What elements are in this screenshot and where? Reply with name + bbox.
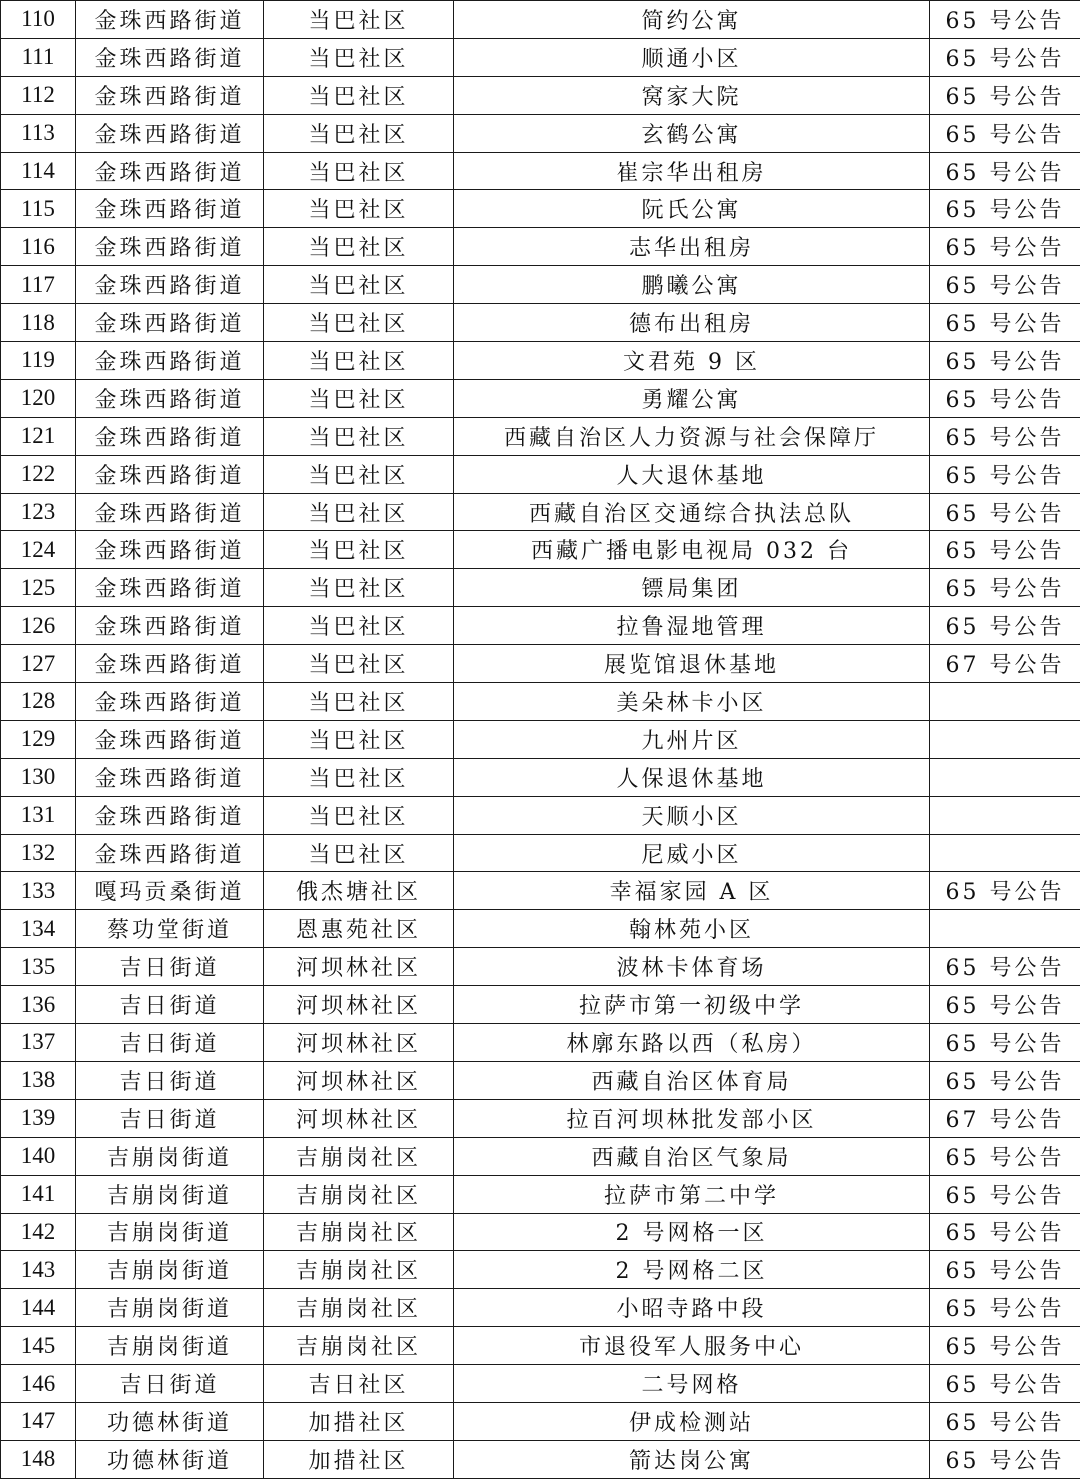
community-cell: 河坝林社区 — [264, 948, 454, 986]
notice-cell: 67 号公告 — [930, 1099, 1080, 1137]
row-number-cell: 134 — [1, 910, 76, 948]
row-number-cell: 128 — [1, 683, 76, 721]
place-cell: 志华出租房 — [454, 228, 930, 266]
notice-cell: 65 号公告 — [930, 1, 1080, 39]
row-number-cell: 141 — [1, 1175, 76, 1213]
place-cell: 玄鹤公寓 — [454, 114, 930, 152]
street-cell: 吉崩岗街道 — [76, 1327, 264, 1365]
street-cell: 吉崩岗街道 — [76, 1289, 264, 1327]
table-row — [1, 1251, 1080, 1289]
table-row — [1, 1024, 1080, 1062]
place-cell: 勇耀公寓 — [454, 379, 930, 417]
notice-cell — [930, 910, 1080, 948]
street-cell: 吉日街道 — [76, 1099, 264, 1137]
place-cell: 镖局集团 — [454, 569, 930, 607]
notice-cell: 65 号公告 — [930, 342, 1080, 380]
table-row — [1, 1061, 1080, 1099]
street-cell: 金珠西路街道 — [76, 493, 264, 531]
street-cell: 功德林街道 — [76, 1440, 264, 1478]
community-cell: 吉崩岗社区 — [264, 1213, 454, 1251]
community-cell: 当巴社区 — [264, 569, 454, 607]
street-cell: 金珠西路街道 — [76, 1, 264, 39]
place-cell: 西藏自治区人力资源与社会保障厅 — [454, 417, 930, 455]
notice-cell: 65 号公告 — [930, 1365, 1080, 1403]
community-cell: 河坝林社区 — [264, 1099, 454, 1137]
place-cell: 林廓东路以西（私房） — [454, 1024, 930, 1062]
notice-cell — [930, 683, 1080, 721]
place-cell: 西藏广播电影电视局 032 台 — [454, 531, 930, 569]
notice-cell — [930, 720, 1080, 758]
place-cell: 崔宗华出租房 — [454, 152, 930, 190]
table-row — [1, 910, 1080, 948]
street-cell: 吉日街道 — [76, 986, 264, 1024]
place-cell: 拉萨市第一初级中学 — [454, 986, 930, 1024]
table-row — [1, 683, 1080, 721]
notice-cell: 65 号公告 — [930, 1175, 1080, 1213]
place-cell: 西藏自治区气象局 — [454, 1137, 930, 1175]
place-cell: 幸福家园 A 区 — [454, 872, 930, 910]
row-number-cell: 122 — [1, 455, 76, 493]
community-cell: 吉崩岗社区 — [264, 1137, 454, 1175]
place-cell: 2 号网格二区 — [454, 1251, 930, 1289]
row-number-cell: 118 — [1, 304, 76, 342]
row-number-cell: 142 — [1, 1213, 76, 1251]
notice-cell: 65 号公告 — [930, 228, 1080, 266]
street-cell: 金珠西路街道 — [76, 720, 264, 758]
place-cell: 人保退休基地 — [454, 758, 930, 796]
street-cell: 金珠西路街道 — [76, 417, 264, 455]
community-cell: 当巴社区 — [264, 417, 454, 455]
notice-cell: 65 号公告 — [930, 266, 1080, 304]
street-cell: 金珠西路街道 — [76, 455, 264, 493]
table-row — [1, 1289, 1080, 1327]
place-cell: 简约公寓 — [454, 1, 930, 39]
place-cell: 西藏自治区交通综合执法总队 — [454, 493, 930, 531]
place-cell: 伊成检测站 — [454, 1402, 930, 1440]
street-cell: 吉日街道 — [76, 1365, 264, 1403]
notice-cell: 65 号公告 — [930, 1213, 1080, 1251]
community-cell: 当巴社区 — [264, 455, 454, 493]
street-cell: 吉日街道 — [76, 948, 264, 986]
notice-cell — [930, 758, 1080, 796]
table-row — [1, 1440, 1080, 1478]
street-cell: 金珠西路街道 — [76, 758, 264, 796]
community-cell: 当巴社区 — [264, 683, 454, 721]
row-number-cell: 119 — [1, 342, 76, 380]
community-cell: 加措社区 — [264, 1402, 454, 1440]
table-row — [1, 1365, 1080, 1403]
table-row — [1, 228, 1080, 266]
street-cell: 金珠西路街道 — [76, 531, 264, 569]
row-number-cell: 121 — [1, 417, 76, 455]
table-row — [1, 872, 1080, 910]
community-cell: 当巴社区 — [264, 342, 454, 380]
place-cell: 拉鲁湿地管理 — [454, 607, 930, 645]
street-cell: 金珠西路街道 — [76, 76, 264, 114]
row-number-cell: 129 — [1, 720, 76, 758]
community-cell: 恩惠苑社区 — [264, 910, 454, 948]
street-cell: 吉崩岗街道 — [76, 1213, 264, 1251]
community-cell: 当巴社区 — [264, 834, 454, 872]
notice-cell: 65 号公告 — [930, 417, 1080, 455]
row-number-cell: 115 — [1, 190, 76, 228]
street-cell: 金珠西路街道 — [76, 114, 264, 152]
table-row — [1, 76, 1080, 114]
community-cell: 当巴社区 — [264, 228, 454, 266]
table-row — [1, 38, 1080, 76]
table-row — [1, 569, 1080, 607]
place-cell: 顺通小区 — [454, 38, 930, 76]
community-cell: 吉崩岗社区 — [264, 1251, 454, 1289]
notice-cell: 65 号公告 — [930, 948, 1080, 986]
row-number-cell: 135 — [1, 948, 76, 986]
community-cell: 加措社区 — [264, 1440, 454, 1478]
street-cell: 金珠西路街道 — [76, 645, 264, 683]
row-number-cell: 148 — [1, 1440, 76, 1478]
row-number-cell: 114 — [1, 152, 76, 190]
place-cell: 人大退休基地 — [454, 455, 930, 493]
row-number-cell: 138 — [1, 1061, 76, 1099]
notice-cell: 65 号公告 — [930, 1327, 1080, 1365]
place-cell: 市退役军人服务中心 — [454, 1327, 930, 1365]
community-cell: 吉崩岗社区 — [264, 1327, 454, 1365]
notice-cell — [930, 796, 1080, 834]
row-number-cell: 110 — [1, 1, 76, 39]
notice-cell: 65 号公告 — [930, 986, 1080, 1024]
street-cell: 嘎玛贡桑街道 — [76, 872, 264, 910]
street-cell: 金珠西路街道 — [76, 834, 264, 872]
row-number-cell: 145 — [1, 1327, 76, 1365]
row-number-cell: 120 — [1, 379, 76, 417]
notice-cell — [930, 834, 1080, 872]
community-cell: 当巴社区 — [264, 645, 454, 683]
place-cell: 天顺小区 — [454, 796, 930, 834]
community-cell: 当巴社区 — [264, 758, 454, 796]
community-cell: 河坝林社区 — [264, 986, 454, 1024]
row-number-cell: 125 — [1, 569, 76, 607]
row-number-cell: 133 — [1, 872, 76, 910]
row-number-cell: 143 — [1, 1251, 76, 1289]
street-cell: 金珠西路街道 — [76, 342, 264, 380]
place-cell: 展览馆退休基地 — [454, 645, 930, 683]
table-row — [1, 607, 1080, 645]
notice-cell: 65 号公告 — [930, 152, 1080, 190]
row-number-cell: 111 — [1, 38, 76, 76]
notice-cell: 65 号公告 — [930, 1251, 1080, 1289]
table-row — [1, 986, 1080, 1024]
row-number-cell: 139 — [1, 1099, 76, 1137]
place-cell: 拉萨市第二中学 — [454, 1175, 930, 1213]
table-row — [1, 720, 1080, 758]
place-cell: 窝家大院 — [454, 76, 930, 114]
place-cell: 拉百河坝林批发部小区 — [454, 1099, 930, 1137]
table-row — [1, 266, 1080, 304]
community-cell: 吉崩岗社区 — [264, 1289, 454, 1327]
place-cell: 2 号网格一区 — [454, 1213, 930, 1251]
community-cell: 当巴社区 — [264, 796, 454, 834]
street-cell: 吉崩岗街道 — [76, 1175, 264, 1213]
notice-cell: 65 号公告 — [930, 76, 1080, 114]
place-cell: 阮氏公寓 — [454, 190, 930, 228]
street-cell: 金珠西路街道 — [76, 569, 264, 607]
table-row — [1, 342, 1080, 380]
street-cell: 吉崩岗街道 — [76, 1251, 264, 1289]
notice-cell: 65 号公告 — [930, 190, 1080, 228]
community-cell: 当巴社区 — [264, 304, 454, 342]
table-row — [1, 190, 1080, 228]
table-row — [1, 379, 1080, 417]
place-cell: 九州片区 — [454, 720, 930, 758]
table-row — [1, 1402, 1080, 1440]
place-cell: 箭达岗公寓 — [454, 1440, 930, 1478]
notice-cell: 65 号公告 — [930, 569, 1080, 607]
table-row — [1, 1099, 1080, 1137]
community-cell: 当巴社区 — [264, 1, 454, 39]
community-cell: 当巴社区 — [264, 152, 454, 190]
community-cell: 当巴社区 — [264, 720, 454, 758]
table-row — [1, 948, 1080, 986]
street-cell: 吉日街道 — [76, 1024, 264, 1062]
row-number-cell: 132 — [1, 834, 76, 872]
table-row — [1, 758, 1080, 796]
table-row — [1, 1, 1080, 39]
row-number-cell: 140 — [1, 1137, 76, 1175]
notice-cell: 65 号公告 — [930, 1289, 1080, 1327]
row-number-cell: 117 — [1, 266, 76, 304]
place-cell: 翰林苑小区 — [454, 910, 930, 948]
table-row — [1, 114, 1080, 152]
notice-cell: 65 号公告 — [930, 304, 1080, 342]
notice-cell: 65 号公告 — [930, 1024, 1080, 1062]
place-cell: 小昭寺路中段 — [454, 1289, 930, 1327]
place-cell: 文君苑 9 区 — [454, 342, 930, 380]
notice-cell: 65 号公告 — [930, 531, 1080, 569]
table-row — [1, 1137, 1080, 1175]
table-row — [1, 834, 1080, 872]
table-row — [1, 1175, 1080, 1213]
street-cell: 蔡功堂街道 — [76, 910, 264, 948]
row-number-cell: 124 — [1, 531, 76, 569]
notice-cell: 65 号公告 — [930, 379, 1080, 417]
place-cell: 美朵林卡小区 — [454, 683, 930, 721]
street-cell: 金珠西路街道 — [76, 38, 264, 76]
row-number-cell: 147 — [1, 1402, 76, 1440]
notice-cell: 65 号公告 — [930, 1061, 1080, 1099]
notice-cell: 65 号公告 — [930, 1137, 1080, 1175]
place-cell: 鹏曦公寓 — [454, 266, 930, 304]
row-number-cell: 126 — [1, 607, 76, 645]
row-number-cell: 123 — [1, 493, 76, 531]
place-cell: 二号网格 — [454, 1365, 930, 1403]
street-cell: 金珠西路街道 — [76, 190, 264, 228]
community-cell: 当巴社区 — [264, 379, 454, 417]
row-number-cell: 127 — [1, 645, 76, 683]
street-cell: 金珠西路街道 — [76, 152, 264, 190]
table-row — [1, 531, 1080, 569]
table-row — [1, 1213, 1080, 1251]
row-number-cell: 144 — [1, 1289, 76, 1327]
street-cell: 金珠西路街道 — [76, 607, 264, 645]
street-cell: 金珠西路街道 — [76, 304, 264, 342]
street-cell: 金珠西路街道 — [76, 683, 264, 721]
notice-cell: 65 号公告 — [930, 38, 1080, 76]
street-cell: 金珠西路街道 — [76, 228, 264, 266]
place-cell: 尼威小区 — [454, 834, 930, 872]
community-cell: 当巴社区 — [264, 266, 454, 304]
table-row — [1, 796, 1080, 834]
row-number-cell: 116 — [1, 228, 76, 266]
street-cell: 金珠西路街道 — [76, 266, 264, 304]
table-row — [1, 493, 1080, 531]
community-cell: 吉日社区 — [264, 1365, 454, 1403]
table-row — [1, 645, 1080, 683]
place-cell: 波林卡体育场 — [454, 948, 930, 986]
row-number-cell: 130 — [1, 758, 76, 796]
community-cell: 河坝林社区 — [264, 1061, 454, 1099]
place-cell: 德布出租房 — [454, 304, 930, 342]
notice-cell: 65 号公告 — [930, 872, 1080, 910]
notice-cell: 67 号公告 — [930, 645, 1080, 683]
place-cell: 西藏自治区体育局 — [454, 1061, 930, 1099]
community-cell: 当巴社区 — [264, 190, 454, 228]
notice-cell: 65 号公告 — [930, 607, 1080, 645]
community-cell: 当巴社区 — [264, 38, 454, 76]
community-cell: 俄杰塘社区 — [264, 872, 454, 910]
row-number-cell: 112 — [1, 76, 76, 114]
row-number-cell: 131 — [1, 796, 76, 834]
row-number-cell: 113 — [1, 114, 76, 152]
row-number-cell: 136 — [1, 986, 76, 1024]
street-cell: 功德林街道 — [76, 1402, 264, 1440]
table-row — [1, 455, 1080, 493]
notice-cell: 65 号公告 — [930, 455, 1080, 493]
notice-cell: 65 号公告 — [930, 1440, 1080, 1478]
table-row — [1, 417, 1080, 455]
table-row — [1, 304, 1080, 342]
community-cell: 当巴社区 — [264, 607, 454, 645]
street-cell: 金珠西路街道 — [76, 796, 264, 834]
community-cell: 当巴社区 — [264, 531, 454, 569]
table-row — [1, 1327, 1080, 1365]
notice-cell: 65 号公告 — [930, 493, 1080, 531]
table-row — [1, 152, 1080, 190]
community-cell: 当巴社区 — [264, 76, 454, 114]
community-cell: 当巴社区 — [264, 114, 454, 152]
street-cell: 吉日街道 — [76, 1061, 264, 1099]
community-cell: 吉崩岗社区 — [264, 1175, 454, 1213]
row-number-cell: 146 — [1, 1365, 76, 1403]
row-number-cell: 137 — [1, 1024, 76, 1062]
notice-cell: 65 号公告 — [930, 1402, 1080, 1440]
community-cell: 河坝林社区 — [264, 1024, 454, 1062]
street-cell: 吉崩岗街道 — [76, 1137, 264, 1175]
community-cell: 当巴社区 — [264, 493, 454, 531]
table-body — [1, 1, 1080, 1479]
street-cell: 金珠西路街道 — [76, 379, 264, 417]
notice-cell: 65 号公告 — [930, 114, 1080, 152]
